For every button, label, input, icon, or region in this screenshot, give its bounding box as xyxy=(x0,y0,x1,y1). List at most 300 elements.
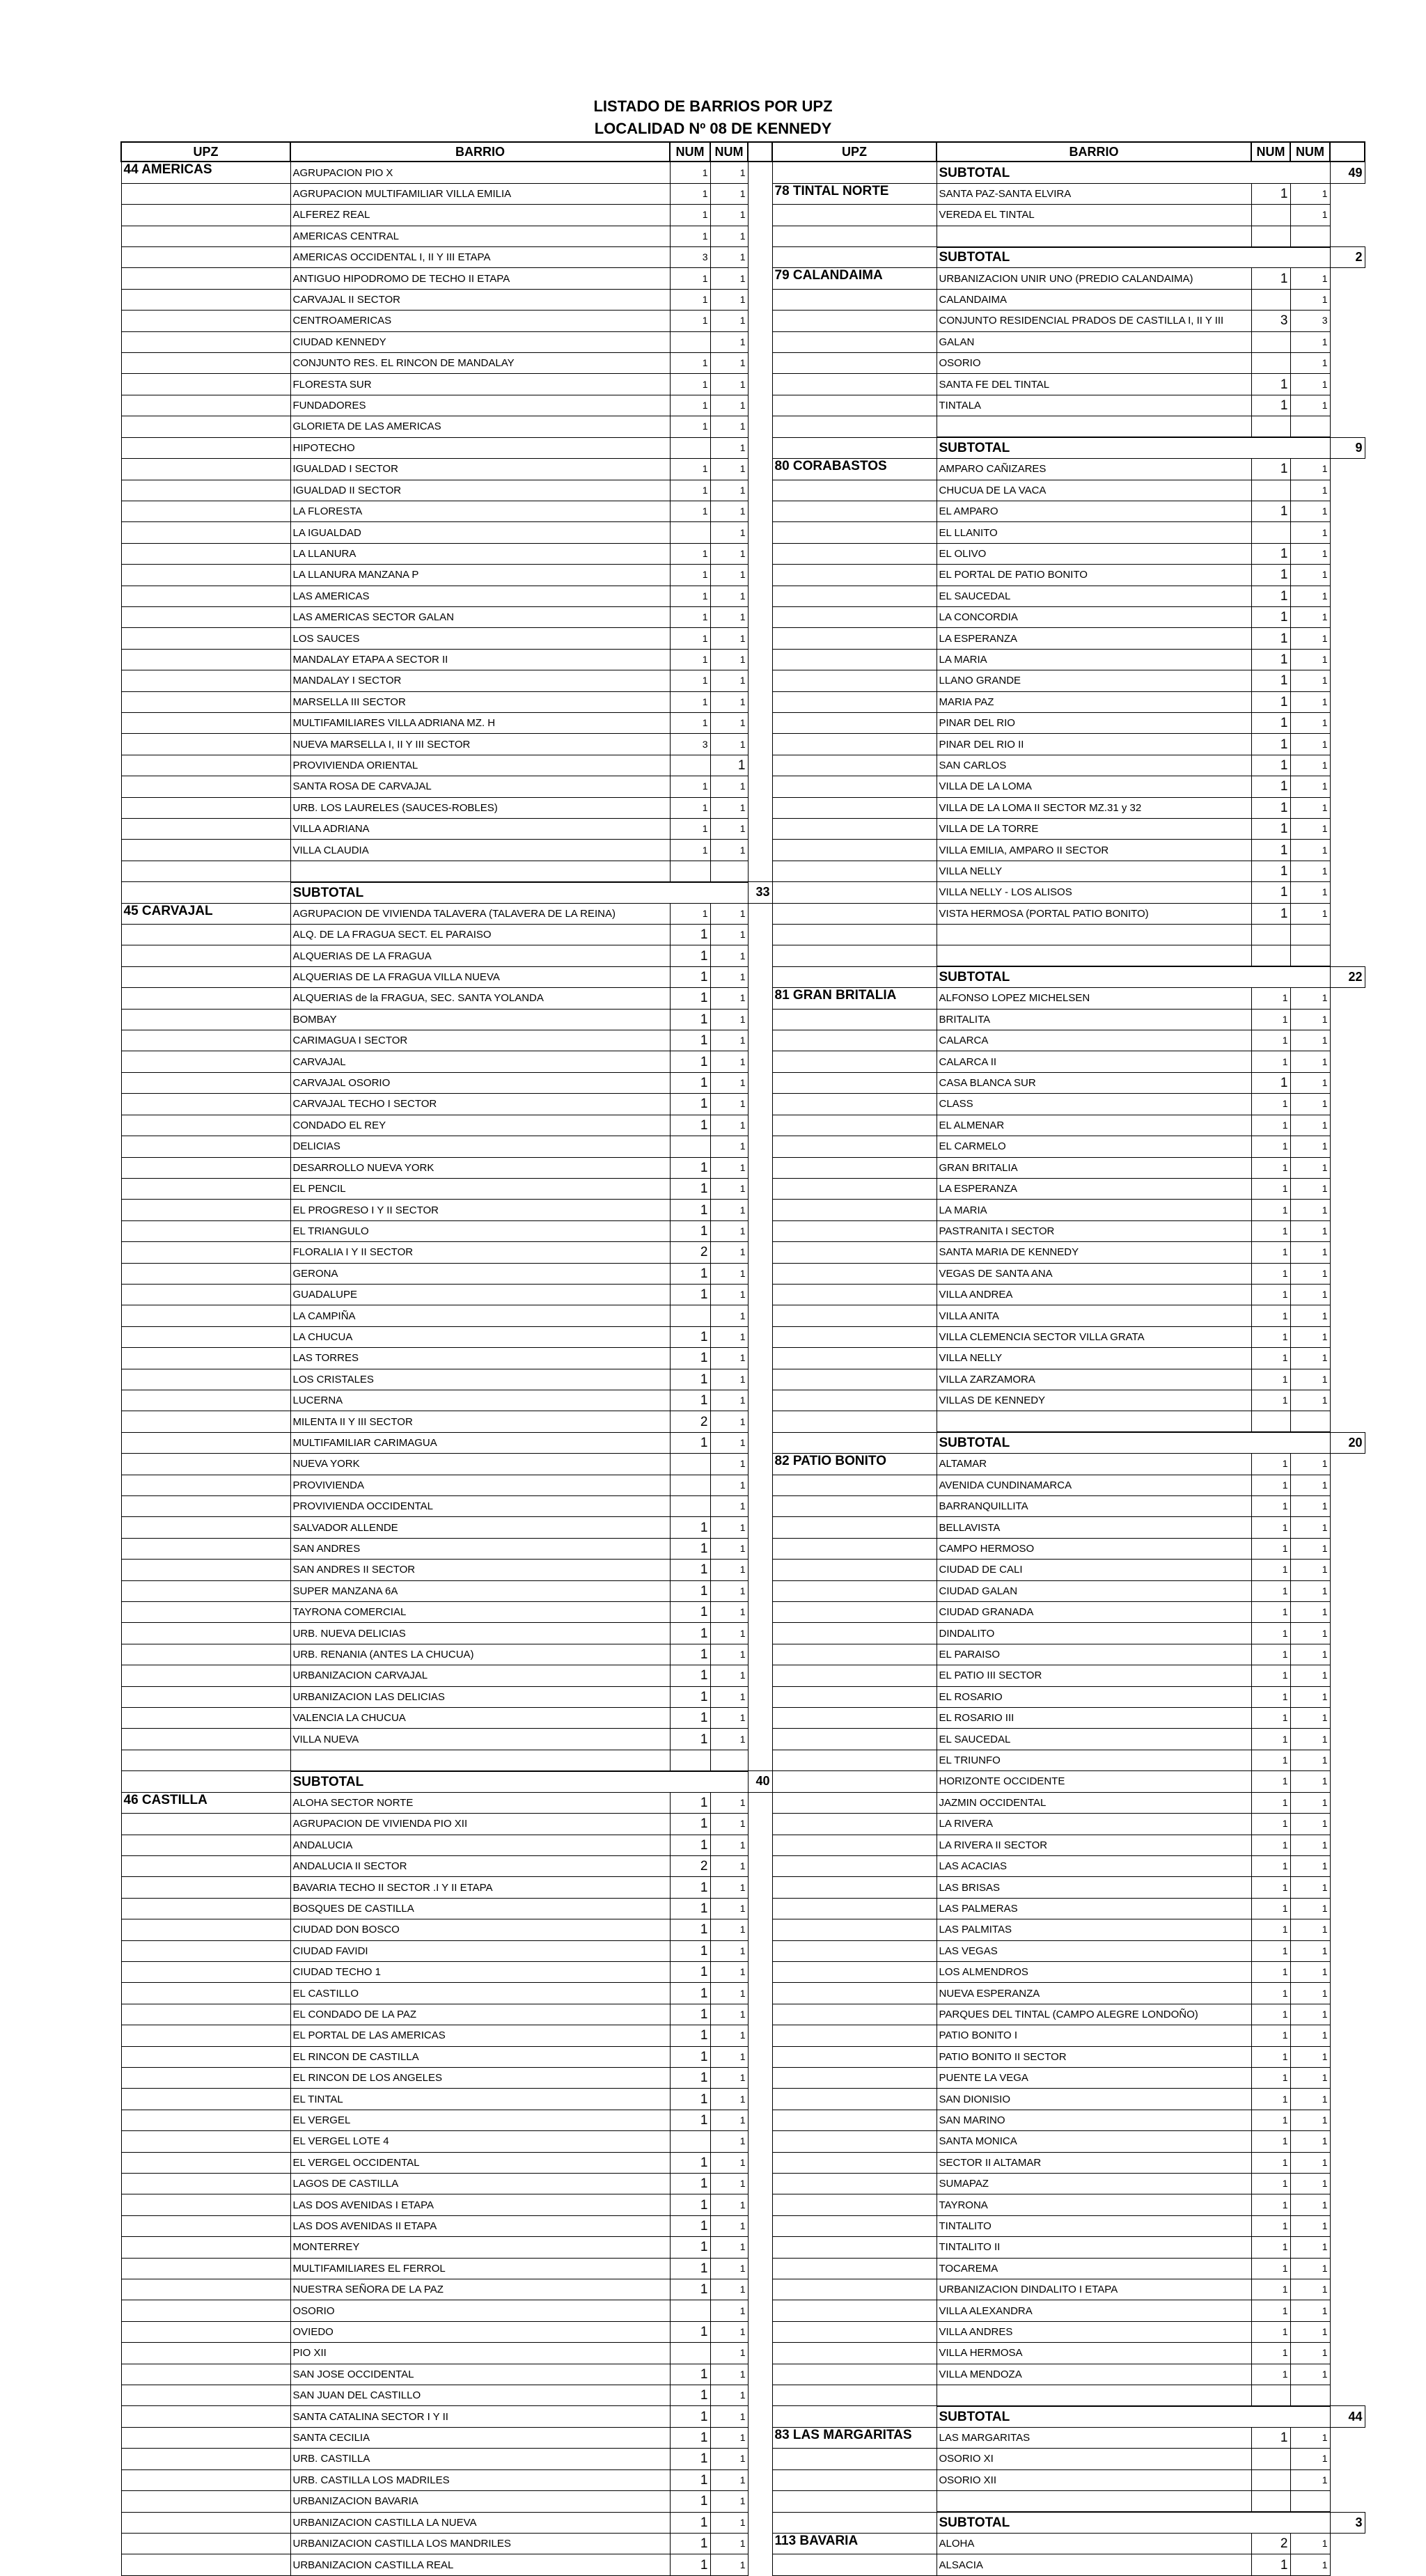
num-1-value: 1 xyxy=(1251,1009,1290,1030)
table-row xyxy=(121,840,772,861)
barrio-name: CASA BLANCA SUR xyxy=(937,1072,1251,1093)
table-row xyxy=(772,1560,1365,1580)
table-row xyxy=(772,734,1365,755)
upz-cell xyxy=(772,1348,937,1369)
table-row xyxy=(121,903,772,924)
spacer-cell xyxy=(1330,2046,1365,2067)
barrio-name: ALQUERIAS DE LA FRAGUA xyxy=(290,945,670,966)
upz-cell xyxy=(121,2046,290,2067)
upz-cell xyxy=(772,543,937,564)
spacer-cell xyxy=(748,606,772,627)
table-row xyxy=(772,1390,1365,1411)
upz-cell: 78 TINTAL NORTE xyxy=(772,183,937,204)
num-2-value: 1 xyxy=(1290,1602,1330,1623)
upz-cell xyxy=(121,670,290,691)
table-row xyxy=(121,1178,772,1199)
barrio-name: SUMAPAZ xyxy=(937,2174,1251,2194)
table-row xyxy=(772,1094,1365,1115)
upz-cell xyxy=(121,565,290,586)
spacer-cell xyxy=(1330,2491,1365,2512)
spacer-cell xyxy=(748,2321,772,2342)
num-1-value: 1 xyxy=(1251,649,1290,670)
spacer-cell xyxy=(1330,1814,1365,1835)
upz-cell xyxy=(772,797,937,818)
spacer-cell xyxy=(1330,1094,1365,1115)
num-1-value: 1 xyxy=(670,205,710,226)
num-2-value: 1 xyxy=(710,2279,748,2300)
num-1-value: 1 xyxy=(1251,2067,1290,2088)
barrio-name: OSORIO xyxy=(290,2300,670,2321)
upz-cell xyxy=(772,2089,937,2110)
barrio-name: ANDALUCIA xyxy=(290,1835,670,1855)
spacer-cell xyxy=(1330,1178,1365,1199)
num-1-value: 1 xyxy=(670,2406,710,2427)
barrio-name: URB. RENANIA (ANTES LA CHUCUA) xyxy=(290,1644,670,1665)
num-2-value: 1 xyxy=(710,966,748,987)
spacer-cell xyxy=(748,2258,772,2279)
upz-cell: 83 LAS MARGARITAS xyxy=(772,2427,937,2448)
table-row xyxy=(772,797,1365,818)
table-row xyxy=(121,2131,772,2152)
num-1-value: 1 xyxy=(1251,2554,1290,2575)
barrio-name: ALQUERIAS de la FRAGUA, SEC. SANTA YOLANDA xyxy=(290,988,670,1009)
num-2-value: 1 xyxy=(710,1454,748,1475)
num-2-value: 1 xyxy=(1290,1814,1330,1835)
spacer-cell xyxy=(748,2554,772,2575)
spacer-cell xyxy=(1330,480,1365,501)
table-row xyxy=(772,2194,1365,2215)
table-row xyxy=(121,1983,772,2004)
barrio-name: LAS MARGARITAS xyxy=(937,2427,1251,2448)
barrio-name xyxy=(937,925,1251,945)
num-2-value: 1 xyxy=(1290,2258,1330,2279)
num-1-value: 1 xyxy=(670,2258,710,2279)
spacer-cell xyxy=(1330,522,1365,543)
num-1-value: 1 xyxy=(1251,882,1290,903)
num-2-value: 1 xyxy=(710,797,748,818)
num-1-value: 1 xyxy=(670,2364,710,2385)
num-1-value: 3 xyxy=(670,247,710,268)
spacer-cell xyxy=(748,1792,772,1813)
num-2-value: 1 xyxy=(1290,268,1330,289)
upz-cell xyxy=(772,1136,937,1157)
table-row xyxy=(772,1051,1365,1072)
barrio-name: AMPARO CAÑIZARES xyxy=(937,459,1251,480)
barrio-name: URBANIZACION BAVARIA xyxy=(290,2491,670,2512)
table-row xyxy=(772,1157,1365,1178)
num-2-value: 1 xyxy=(1290,1030,1330,1051)
spacer-cell xyxy=(1330,1496,1365,1517)
spacer-cell xyxy=(748,1729,772,1750)
subtotal-row xyxy=(772,2512,1365,2533)
barrio-name: EL TINTAL xyxy=(290,2089,670,2110)
table-row xyxy=(121,2279,772,2300)
spacer-cell xyxy=(748,2110,772,2130)
barrio-name: SANTA CATALINA SECTOR I Y II xyxy=(290,2406,670,2427)
barrio-name: VEGAS DE SANTA ANA xyxy=(937,1263,1251,1284)
upz-cell xyxy=(121,2279,290,2300)
upz-cell xyxy=(121,712,290,733)
upz-cell xyxy=(121,2152,290,2173)
num-2-value: 1 xyxy=(1290,2089,1330,2110)
table-row xyxy=(772,2237,1365,2258)
upz-cell xyxy=(772,1623,937,1644)
table-row xyxy=(121,2406,772,2427)
num-2-value: 1 xyxy=(1290,1708,1330,1729)
barrio-name: AMERICAS OCCIDENTAL I, II Y III ETAPA xyxy=(290,247,670,268)
spacer-cell xyxy=(748,353,772,374)
num-2-value xyxy=(1290,945,1330,966)
table-row xyxy=(772,819,1365,840)
upz-cell xyxy=(772,1750,937,1770)
upz-cell xyxy=(121,2427,290,2448)
upz-cell xyxy=(121,2237,290,2258)
num-1-value: 1 xyxy=(670,2089,710,2110)
num-1-value: 1 xyxy=(670,2554,710,2575)
num-2-value: 1 xyxy=(1290,776,1330,797)
spacer-cell xyxy=(748,1686,772,1707)
upz-cell xyxy=(772,945,937,966)
num-1-value: 1 xyxy=(670,691,710,712)
num-2-value: 1 xyxy=(1290,797,1330,818)
num-1-value: 1 xyxy=(670,1919,710,1940)
subtotal-row xyxy=(772,247,1365,268)
num-1-value: 1 xyxy=(670,2512,710,2533)
num-2-value: 1 xyxy=(1290,2449,1330,2469)
table-row xyxy=(772,1961,1365,1982)
table-row xyxy=(772,1644,1365,1665)
num-1-value: 1 xyxy=(1251,1200,1290,1220)
spacer-cell xyxy=(1330,819,1365,840)
spacer-cell xyxy=(1330,606,1365,627)
header-spacer xyxy=(1330,142,1365,162)
num-2-value: 1 xyxy=(710,1919,748,1940)
upz-cell: 44 AMERICAS xyxy=(121,162,290,183)
num-1-value: 1 xyxy=(670,2152,710,2173)
num-1-value: 1 xyxy=(1251,2152,1290,2173)
header-upz: UPZ xyxy=(121,142,290,162)
num-1-value: 1 xyxy=(670,501,710,521)
num-1-value: 1 xyxy=(1251,1220,1290,1241)
table-row xyxy=(772,1835,1365,1855)
barrio-name: BOMBAY xyxy=(290,1009,670,1030)
barrio-name: ALSACIA xyxy=(937,2554,1251,2575)
table-row xyxy=(121,2194,772,2215)
upz-cell xyxy=(772,2046,937,2067)
table-row xyxy=(772,1326,1365,1347)
num-1-value: 1 xyxy=(1251,2089,1290,2110)
num-2-value: 1 xyxy=(1290,1835,1330,1855)
spacer-cell xyxy=(748,1348,772,1369)
num-2-value xyxy=(1290,226,1330,246)
num-1-value: 1 xyxy=(670,1792,710,1813)
table-row xyxy=(121,395,772,416)
barrio-name: MULTIFAMILIARES VILLA ADRIANA MZ. H xyxy=(290,712,670,733)
num-1-value: 1 xyxy=(670,670,710,691)
table-row xyxy=(121,183,772,204)
table-row xyxy=(772,755,1365,776)
upz-cell xyxy=(772,670,937,691)
upz-cell xyxy=(121,2364,290,2385)
table-row xyxy=(121,1390,772,1411)
table-row xyxy=(121,1454,772,1475)
table-row xyxy=(121,755,772,776)
barrio-name: BRITALITA xyxy=(937,1009,1251,1030)
spacer-cell xyxy=(748,268,772,289)
table-row xyxy=(772,1496,1365,1517)
table-row xyxy=(121,1284,772,1305)
table-row xyxy=(121,1200,772,1220)
num-2-value: 1 xyxy=(710,1411,748,1432)
barrio-name: PASTRANITA I SECTOR xyxy=(937,1220,1251,1241)
upz-cell: 46 CASTILLA xyxy=(121,1792,290,1813)
barrio-name: AMERICAS CENTRAL xyxy=(290,226,670,246)
barrio-name: HORIZONTE OCCIDENTE xyxy=(937,1771,1251,1792)
table-row xyxy=(772,1178,1365,1199)
num-1-value: 1 xyxy=(1251,2258,1290,2279)
upz-cell xyxy=(121,183,290,204)
table-row xyxy=(772,2343,1365,2364)
num-2-value: 1 xyxy=(710,2385,748,2406)
num-2-value: 1 xyxy=(1290,289,1330,310)
upz-cell: 80 CORABASTOS xyxy=(772,459,937,480)
table-row xyxy=(121,2152,772,2173)
spacer-cell xyxy=(1330,1242,1365,1263)
spacer-cell xyxy=(748,374,772,395)
spacer-cell xyxy=(1330,1560,1365,1580)
table-row xyxy=(772,2258,1365,2279)
num-2-value: 1 xyxy=(1290,183,1330,204)
barrio-name: EL ROSARIO xyxy=(937,1686,1251,1707)
spacer-cell xyxy=(1330,1538,1365,1559)
table-row xyxy=(772,2004,1365,2025)
upz-cell xyxy=(121,819,290,840)
barrio-name: EL TRIANGULO xyxy=(290,1220,670,1241)
barrio-name: MILENTA II Y III SECTOR xyxy=(290,1411,670,1432)
num-1-value xyxy=(1251,1411,1290,1432)
barrio-name xyxy=(290,1750,670,1770)
barrio-name: LAS PALMITAS xyxy=(937,1919,1251,1940)
num-2-value: 1 xyxy=(710,1940,748,1961)
table-row xyxy=(121,437,772,458)
header-num-2: NUM xyxy=(710,142,748,162)
barrio-name: LA CHUCUA xyxy=(290,1326,670,1347)
subtotal-row xyxy=(772,162,1365,183)
spacer-cell xyxy=(1330,1919,1365,1940)
upz-cell xyxy=(121,797,290,818)
upz-cell xyxy=(772,861,937,881)
num-2-value: 1 xyxy=(710,1094,748,1115)
table-row xyxy=(121,2469,772,2490)
num-2-value: 1 xyxy=(1290,1348,1330,1369)
num-1-value: 1 xyxy=(670,1686,710,1707)
table-row xyxy=(121,797,772,818)
upz-cell xyxy=(121,1136,290,1157)
spacer-cell xyxy=(748,2152,772,2173)
table-row xyxy=(772,2300,1365,2321)
spacer-cell xyxy=(748,2364,772,2385)
num-1-value: 3 xyxy=(1251,311,1290,331)
barrio-name: NUEVA MARSELLA I, II Y III SECTOR xyxy=(290,734,670,755)
num-1-value: 1 xyxy=(1251,819,1290,840)
upz-cell xyxy=(121,2343,290,2364)
upz-cell xyxy=(121,2174,290,2194)
subtotal-value: 22 xyxy=(1330,966,1365,987)
num-1-value: 1 xyxy=(670,1835,710,1855)
barrio-name: SALVADOR ALLENDE xyxy=(290,1517,670,1538)
upz-cell xyxy=(772,734,937,755)
upz-cell xyxy=(772,1877,937,1898)
num-1-value: 1 xyxy=(670,2004,710,2025)
table-row xyxy=(121,1538,772,1559)
upz-cell xyxy=(121,1814,290,1835)
table-row xyxy=(121,2258,772,2279)
upz-cell xyxy=(772,691,937,712)
table-row xyxy=(121,1242,772,1263)
spacer-cell xyxy=(1330,861,1365,881)
upz-cell xyxy=(772,2385,937,2406)
barrio-name: AGRUPACION MULTIFAMILIAR VILLA EMILIA xyxy=(290,183,670,204)
barrio-name: EL PATIO III SECTOR xyxy=(937,1665,1251,1686)
header-barrio: BARRIO xyxy=(937,142,1251,162)
num-1-value xyxy=(670,522,710,543)
table-row xyxy=(772,2427,1365,2448)
table-row xyxy=(121,353,772,374)
subtotal-label: SUBTOTAL xyxy=(937,162,1330,183)
num-2-value: 1 xyxy=(710,2194,748,2215)
spacer-cell xyxy=(1330,2067,1365,2088)
num-1-value: 1 xyxy=(1251,2300,1290,2321)
table-row xyxy=(121,691,772,712)
upz-cell xyxy=(772,353,937,374)
num-2-value: 1 xyxy=(710,1326,748,1347)
num-2-value: 1 xyxy=(710,2406,748,2427)
spacer-cell xyxy=(1330,1750,1365,1770)
upz-cell xyxy=(772,2364,937,2385)
spacer-cell xyxy=(748,691,772,712)
num-2-value: 1 xyxy=(1290,2469,1330,2490)
spacer-cell xyxy=(1330,183,1365,204)
barrio-name: EL AMPARO xyxy=(937,501,1251,521)
upz-cell xyxy=(121,925,290,945)
num-2-value: 1 xyxy=(1290,1538,1330,1559)
barrio-name: NUEVA YORK xyxy=(290,1454,670,1475)
upz-cell xyxy=(772,162,937,183)
spacer-cell xyxy=(748,819,772,840)
num-2-value: 1 xyxy=(1290,480,1330,501)
upz-cell xyxy=(772,1814,937,1835)
barrio-name: URB. CASTILLA LOS MADRILES xyxy=(290,2469,670,2490)
upz-cell xyxy=(121,522,290,543)
barrio-name: TAYRONA COMERCIAL xyxy=(290,1602,670,1623)
num-2-value: 1 xyxy=(710,2321,748,2342)
num-1-value: 1 xyxy=(670,1961,710,1982)
barrio-name: LAS PALMERAS xyxy=(937,1898,1251,1919)
subtotal-value: 33 xyxy=(748,882,772,903)
table-row xyxy=(772,691,1365,712)
spacer-cell xyxy=(748,2469,772,2490)
table-row xyxy=(121,1708,772,1729)
num-2-value: 1 xyxy=(710,1136,748,1157)
spacer-cell xyxy=(1330,1284,1365,1305)
table-row xyxy=(121,734,772,755)
spacer-cell xyxy=(748,543,772,564)
spacer-cell xyxy=(748,840,772,861)
table-row xyxy=(121,2237,772,2258)
num-1-value: 1 xyxy=(670,1094,710,1115)
table-row xyxy=(772,1263,1365,1284)
table-row xyxy=(772,2364,1365,2385)
upz-cell xyxy=(772,1220,937,1241)
table-row xyxy=(772,268,1365,289)
num-1-value: 1 xyxy=(1251,268,1290,289)
barrio-name: MONTERREY xyxy=(290,2237,670,2258)
upz-cell: 81 GRAN BRITALIA xyxy=(772,988,937,1009)
upz-cell xyxy=(121,480,290,501)
subtotal-row xyxy=(772,966,1365,987)
upz-cell xyxy=(772,2152,937,2173)
spacer-cell xyxy=(1330,2237,1365,2258)
num-1-value: 1 xyxy=(670,586,710,606)
upz-cell xyxy=(772,565,937,586)
num-1-value: 1 xyxy=(670,1708,710,1729)
spacer-cell xyxy=(748,586,772,606)
subtotal-label: SUBTOTAL xyxy=(937,2406,1330,2427)
spacer-cell xyxy=(748,289,772,310)
num-2-value: 1 xyxy=(710,2025,748,2046)
spacer-cell xyxy=(1330,1326,1365,1347)
spacer-cell xyxy=(748,1030,772,1051)
num-1-value: 1 xyxy=(670,2533,710,2554)
upz-cell xyxy=(772,437,937,458)
num-2-value: 1 xyxy=(710,1665,748,1686)
spacer-cell xyxy=(1330,2469,1365,2490)
spacer-cell xyxy=(1330,1369,1365,1390)
barrio-name: SAN ANDRES II SECTOR xyxy=(290,1560,670,1580)
barrio-name: LLANO GRANDE xyxy=(937,670,1251,691)
num-1-value: 1 xyxy=(670,395,710,416)
upz-cell xyxy=(772,2110,937,2130)
num-1-value: 1 xyxy=(670,2110,710,2130)
num-1-value: 1 xyxy=(670,819,710,840)
num-1-value: 1 xyxy=(670,2321,710,2342)
table-row xyxy=(772,522,1365,543)
num-1-value: 1 xyxy=(1251,1580,1290,1601)
upz-cell xyxy=(121,1708,290,1729)
num-2-value: 1 xyxy=(710,925,748,945)
upz-cell xyxy=(772,966,937,987)
num-2-value: 1 xyxy=(710,1708,748,1729)
upz-cell xyxy=(772,1115,937,1136)
upz-cell xyxy=(772,1602,937,1623)
spacer-cell xyxy=(748,2004,772,2025)
table-row xyxy=(121,543,772,564)
table-row xyxy=(121,1940,772,1961)
barrio-name: PARQUES DEL TINTAL (CAMPO ALEGRE LONDOÑO) xyxy=(937,2004,1251,2025)
spacer-cell xyxy=(748,1560,772,1580)
num-1-value: 1 xyxy=(1251,2194,1290,2215)
num-1-value: 1 xyxy=(1251,2110,1290,2130)
spacer-cell xyxy=(748,1390,772,1411)
barrio-name: CHUCUA DE LA VACA xyxy=(937,480,1251,501)
num-1-value: 1 xyxy=(1251,1284,1290,1305)
table-row xyxy=(772,289,1365,310)
num-2-value: 1 xyxy=(710,776,748,797)
num-1-value: 1 xyxy=(1251,1602,1290,1623)
num-2-value: 1 xyxy=(1290,1560,1330,1580)
num-1-value: 2 xyxy=(670,1855,710,1876)
barrio-name: EL ROSARIO III xyxy=(937,1708,1251,1729)
